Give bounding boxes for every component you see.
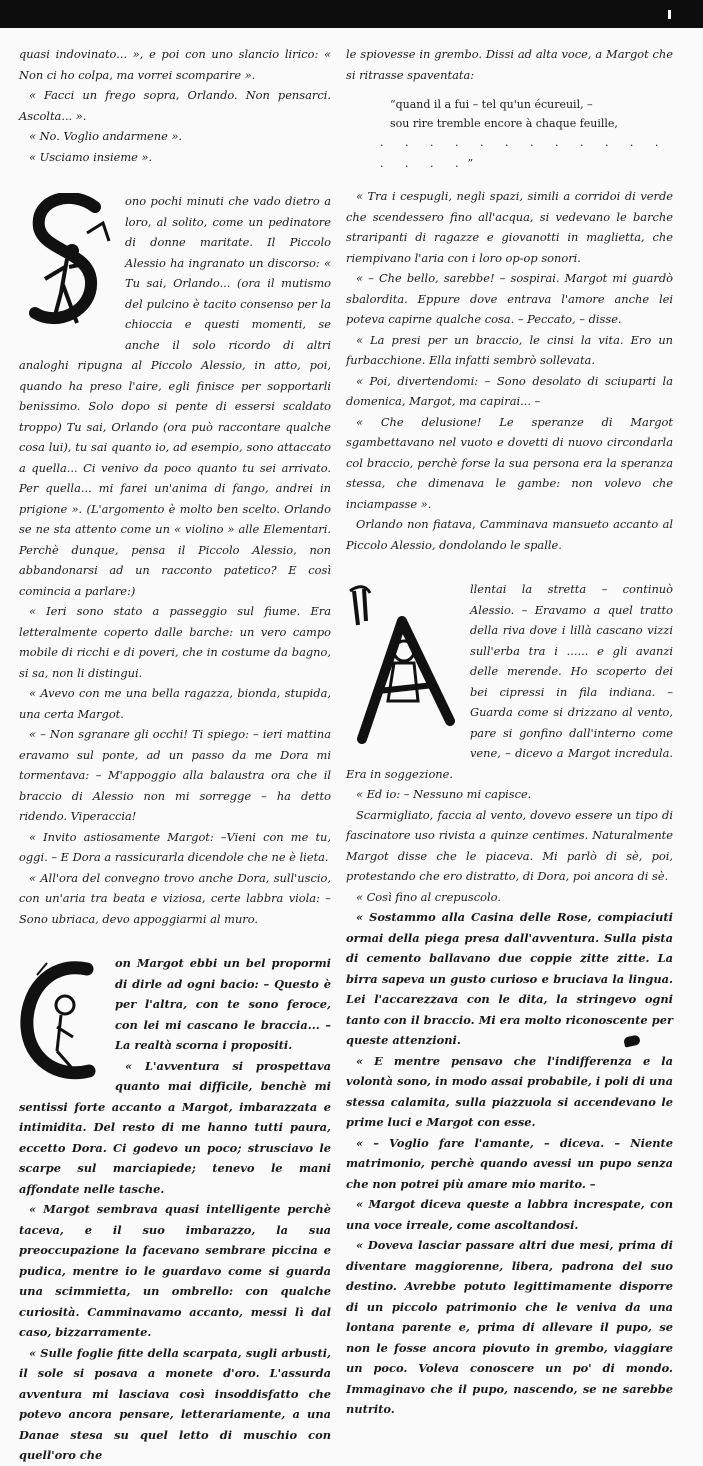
paragraph: le spiovesse in grembo. Dissi ad alta voce, a Margot che si ritrasse spaventata: xyxy=(346,47,673,82)
paragraph: « Doveva lasciar passare altri due mesi, prima di diventare maggiorenne, libera, padrona del suo destino. Avrebbe potuto legittimamente disporre di un piccolo patrimonio che le veniva da una lontana parente e, prima di allevare il pupo, se non le fosse ancora piovuto in grembo, viaggiare un poco. Voleva conoscere un po' di mondo. Immaginavo che il pupo, nascendo, se ne sarebbe nutrito. xyxy=(346,1238,673,1416)
paragraph: « Sulle foglie fitte della scarpata, sugli arbusti, il sole si posava a monete d'oro. L'assurda avventura mi lasciava così insoddisfatto che potevo ancora pensare, letterariamente, a una Danae stesa su quel letto di muschio con quell'oro che xyxy=(19,1345,331,1462)
paragraph: « Ed io: – Nessuno mi capisce. xyxy=(356,787,532,801)
paragraph: « La presi per un braccio, le cinsi la vita. Ero un furbacchione. Ella infatti sembrò sollevata. xyxy=(346,332,673,367)
paragraph: « – Che bello, sarebbe! – sospirai. Margot mi guardò sbalordita. Eppure dove entrava l'amore anche lei poteva capirne qualche cosa. – Peccato, – disse. xyxy=(346,271,673,326)
paragraph: « Così fino al crepuscolo. xyxy=(356,889,501,904)
paragraph: Scarmigliato, faccia al vento, dovevo essere un tipo di fascinatore uso rivista a quinze centimes. Naturalmente Margot disse che le piaceva. Mi parlò di sè, poi, protestando che ero distratto, di Dora, poi ancora di sè. xyxy=(346,807,673,883)
left-column xyxy=(19,44,331,1466)
paragraph: « No. Voglio andarmene ». xyxy=(29,129,183,143)
paragraph: « E mentre pensavo che l'indifferenza e la volontà sono, in modo assai probabile, i poli di una stessa calamita, sulla piazzuola si accendevano le prime luci e Margot con esse. xyxy=(346,1053,673,1129)
paragraph: « Margot sembrava quasi intelligente perchè taceva, e il suo imbarazzo, la sua preoccupazione la facevano sembrare piccina e pudica, mentre io le guardavo come si guarda una scimmietta, un ombrello: con qualche curiosità. Camminavamo accanto, messi lì dal caso, bizzarramente. xyxy=(19,1202,331,1339)
right-column xyxy=(346,44,673,1420)
verse-ellipsis: . . . . . . . . . . . . . . . .” xyxy=(380,136,668,170)
paragraph: « All'ora del convegno trovo anche Dora, sull'uscio, con un'aria tra beata e viziosa, certe labbra viola: – Sono ubriaca, devo appoggiarmi al muro. xyxy=(19,870,331,926)
paragraph: « Che delusione! Le speranze di Margot sgambettavano nel vuoto e dovetti di nuovo circondarla col braccio, perchè forse la sua persona era la speranza stessa, che dimenava le gambe: non volevo che inciampasse ». xyxy=(346,414,673,511)
verse-line: “quand il a fui – tel qu'un écureuil, – xyxy=(390,98,593,111)
paragraph: « – Non sgranare gli occhi! Ti spiego: – ieri mattina eravamo sul ponte, ad un passo da me Dora mi tormentava: – M'appoggio alla balaustra ora che il braccio di Alessio non mi sorregge – ha detto ridendo. Viperaccia! xyxy=(19,727,331,823)
paragraph: « L'avventura si prospettava quanto mai difficile, benchè mi sentissi forte accanto a Margot, imbarazzata e intimidita. Del resto di me hanno tutti paura, eccetto Dora. Ci godevo un poco; strusciavo le scarpe sul marciapiede; tenevo le mani affondate nelle tasche. xyxy=(19,1058,331,1196)
paragraph: « Usciamo insieme ». xyxy=(29,149,153,164)
paragraph: quasi indovinato... », e poi con uno slancio lirico: « Non ci ho colpa, ma vorrei scomparire ». xyxy=(19,47,331,82)
paragraph: Orlando non fiatava, Camminava mansueto accanto al Piccolo Alessio, dondolando le spalle. xyxy=(346,517,673,552)
verse-line: sou rire tremble encore à chaque feuille, xyxy=(390,117,618,130)
paragraph: on Margot ebbi un bel propormi di dirle ad ogni bacio: – Questo è per l'altra, con te sono feroce, con lei mi cascano le braccia... – La realtà scorna i propositi. xyxy=(115,956,331,1052)
top-black-band xyxy=(0,0,703,28)
paragraph: llentai la stretta – continuò Alessio. – Eravamo a quel tratto della riva dove i lillà cascano vizzi sull'erba tra i ...... e gli avanzi delle merende. Ho scoperto dei bei cipressi in fila indiana. – Guarda come si drizzano al vento, pare si gonfino dall'interno come vene, – dicevo a Margot incredula. Era in soggezione. xyxy=(346,582,673,781)
paragraph: « Sostammo alla Casina delle Rose, compiaciuti ormai della piega presa dall'avventura. Sulla pista di cemento ballavano due coppie zitte zitte. La birra sapeva un gusto curioso e bruciava la lingua. Lei l'accarezzava con le dita, la stringevo ogni tanto con il braccio. Mi era molto riconoscente per queste attenzioni. xyxy=(346,910,673,1047)
paragraph: « Facci un frego sopra, Orlando. Non pensarci. Ascolta... ». xyxy=(19,88,331,123)
paragraph: « Tra i cespugli, negli spazi, simili a corridoi di verde che scendessero fino all'acqua, si vedevano le barche straripanti di ragazze e giovanotti in maglietta, che riempivano l'aria con i loro op-op sonori. xyxy=(346,189,673,265)
paragraph: « Ieri sono stato a passeggio sul fiume. Era letteralmente coperto dalle barche: un vero campo mobile di ricchi e di poveri, che in costume da bagno, si sa, non li distingui. xyxy=(19,604,331,680)
paragraph: « Poi, divertendomi: – Sono desolato di sciuparti la domenica, Margot, ma capirai... – xyxy=(346,373,673,408)
dropcap-a-illustration xyxy=(344,581,462,747)
paragraph: « – Voglio fare l'amante, – diceva. – Niente matrimonio, perchè quando avessi un pupo senza che non potrei più amare mio marito. – xyxy=(346,1135,673,1191)
corner-mark xyxy=(668,10,671,19)
paragraph: « Invito astiosamente Margot: –Vieni con me tu, oggi. – E Dora a rassicurarla dicendole che ne è lieta. xyxy=(19,829,331,864)
dropcap-s-illustration xyxy=(17,193,117,335)
paragraph: « Margot diceva queste a labbra increspate, con una voce irreale, come ascoltandosi. xyxy=(346,1197,673,1232)
dropcap-c-illustration xyxy=(17,955,107,1085)
paragraph: ono pochi minuti che vado dietro a loro, al solito, come un pedinatore di donne maritate. Il Piccolo Alessio ha ingranato un discorso: « Tu sai, Orlando... (ora il mutismo del pulcino è tacito consenso per la chioccia e questi momenti, se anche il solo ricordo di altri analoghi ripugna al Piccolo Alessio, in atto, poi, quando ha preso l'aire, egli finisce per sopportarli benissimo. Solo dopo si pente di essersi scaldato troppo) Tu sai, Orlando (ora può raccontare qualche cosa lui), tu sai quanto io, ad esempio, sono attaccato a quella... Ci venivo da poco quanto tu sei arrivato. Per quella... mi farei un'anima di fango, andrei in prigione ». (L'argomento è molto ben scelto. Orlando se ne sta attento come un « violino » alle Elementari. Perchè dunque, pensa il Piccolo Alessio, non abbandonarsi ad un racconto patetico? E così comincia a parlare:) xyxy=(19,194,331,598)
paragraph: « Avevo con me una bella ragazza, bionda, stupida, una certa Margot. xyxy=(19,686,331,721)
